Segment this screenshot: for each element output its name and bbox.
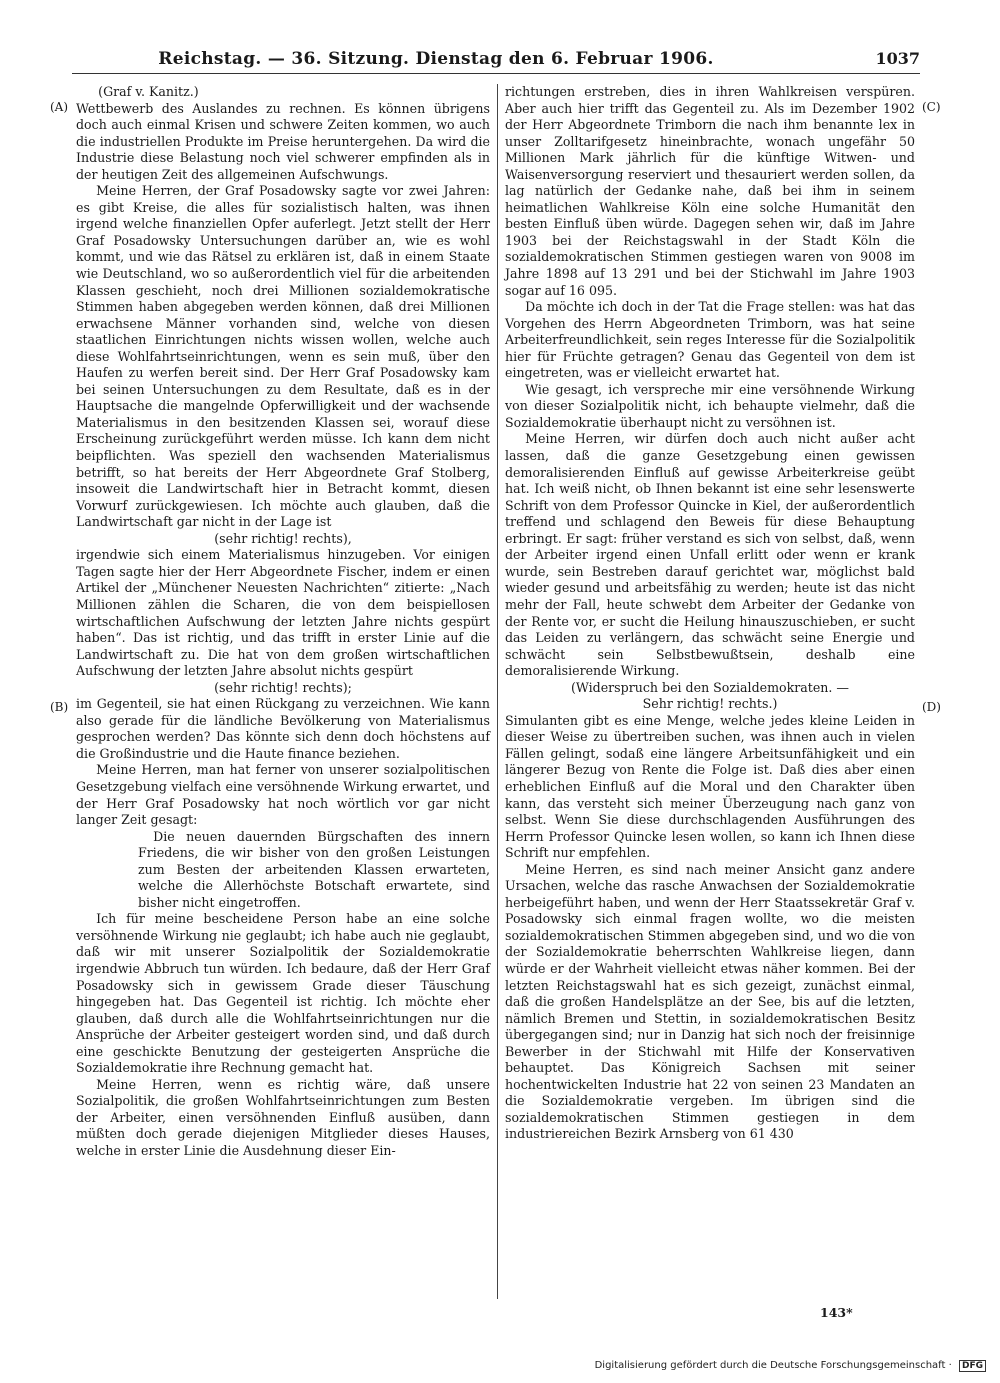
- footer-credit: [595, 1360, 986, 1372]
- signature-mark: 143*: [820, 1305, 853, 1320]
- interjection: Sehr richtig! rechts.): [642, 696, 778, 712]
- margin-marker-c: (C): [922, 100, 941, 114]
- header-rule: [72, 73, 920, 74]
- paragraph: Meine Herren, der Graf Posadowsky sagte vor zwei Jahren: es gibt Kreise, die alles für sozialistisch halten, was ihnen irgend welche finanziellen Opfer auferlegt. Jetzt stellt der Herr Graf Posadowsky Untersuchungen darüber an, wie es wohl kommt, und wie das Rätsel zu erklären ist, daß in einem Staate wie Deutschland, wo so außerordentlich viel für die arbeitenden Klassen geschieht, noch drei Millionen sozialdemokratische Stimmen haben abgegeben werden können, daß drei Millionen erwachsene Männer vorhanden sind, welche von diesen staatlichen Einrichtungen nichts wissen wollen, welche auch diese Wohlfahrtseinrichtungen, wenn es sein muß, über den Haufen zu werfen bereit sind. Der Herr Graf Posadowsky kam bei seinen Untersuchungen zu dem Resultate, daß es in der Hauptsache die mangelnde Opferwilligkeit und der wachsende Materialismus in den besitzenden Klassen sei, worauf diese Erscheinung zurückgeführt werden müsse. Ich kann dem nicht beipflichten. Was speziell den wachsenden Materialismus betrifft, so hat bereits der Herr Abgeordnete Graf Stolberg, insoweit die Landwirtschaft hier in Betracht kommt, diesen Vorwurf zurückgewiesen. Ich möchte auch glauben, daß die Landwirtschaft gar nicht in der Lage ist: [76, 183, 490, 530]
- margin-marker-d: (D): [922, 700, 941, 714]
- interjection: (sehr richtig! rechts);: [214, 679, 352, 695]
- paragraph: irgendwie sich einem Materialismus hinzugeben. Vor einigen Tagen sagte hier der Herr Abgeordnete Fischer, indem er einen Artikel der „Münchener Neuesten Nachrichten“ zitierte: „Nach Millionen zählen die Scharen, die von dem beispiellosen wirtschaftlichen Aufschwung der letzten Jahre nichts gespürt haben“. Das ist richtig, und das trifft in erster Linie auf die Landwirtschaft zu. Die hat von dem großen wirtschaftlichen Aufschwung der letzten Jahre absolut nichts gespürt: [76, 547, 490, 679]
- dfg-logo: DFG: [959, 1360, 986, 1372]
- paragraph: Wettbewerb des Auslandes zu rechnen. Es können übrigens doch auch einmal Krisen und schwere Zeiten kommen, wo auch die industriellen Produkte im Preise heruntergehen. Da wird die Industrie diese Belastung noch viel schwerer empfinden als in der heutigen Zeit des allgemeinen Aufschwungs.: [76, 100, 490, 182]
- paragraph: Meine Herren, wir dürfen doch auch nicht außer acht lassen, daß die ganze Gesetzgebung einen gewissen demoralisierenden Einfluß auf gewisse Arbeiterkreise geübt hat. Ich weiß nicht, ob Ihnen bekannt ist eine sehr lesenswerte Schrift von dem Professor Quincke in Kiel, der außerordentlich treffend und schlagend den Beweis für diese Behauptung erbringt. Er sagt: früher verstand es sich von selbst, daß, wenn der Arbeiter irgend einen Unfall erlitt oder wenn er krank wurde, sein Bestreben darauf gerichtet war, möglichst bald wieder gesund und arbeitsfähig zu werden; heute ist das nicht mehr der Fall, heute schwebt dem Arbeiter der Gedanke von der Rente vor, er sucht die Heilung hinauszuschieben, er sucht das Leiden zu verlängern, das schwächt seine Energie und schwächt sein Selbstbewußtsein, deshalb eine demoralisierende Wirkung.: [505, 431, 915, 679]
- paragraph: Meine Herren, es sind nach meiner Ansicht ganz andere Ursachen, welche das rasche Anwachsen der Sozialdemokratie herbeigeführt haben, und wenn der Herr Staatssekretär Graf v. Posadowsky sich einmal fragen wollte, wo die meisten sozialdemokratischen Stimmen abgegeben sind, und wo die von der Sozialdemokratie beherrschten Wahlkreise liegen, dann würde er der Wahrheit vielleicht etwas näher kommen. Bei der letzten Reichstagswahl hat es sich gezeigt, zunächst einmal, daß die großen Handelsplätze an der See, bis auf die letzten, nämlich Bremen und Stettin, in sozialdemokratischen Besitz übergegangen sind; nur in Danzig hat sich noch der freisinnige Bewerber in der Stichwahl mit Hilfe der Konservativen behauptet. Das Königreich Sachsen mit seiner hochentwickelten Industrie hat 22 von seinen 23 Mandaten an die Sozialdemokratie vergeben. Im übrigen sind die sozialdemokratischen Stimmen gestiegen in dem industriereichen Bezirk Arnsberg von 61 430: [505, 861, 915, 1142]
- paragraph: Simulanten gibt es eine Menge, welche jedes kleine Leiden in dieser Weise zu übertreiben suchen, was ihnen auch in vielen Fällen gelingt, sodaß eine längere Arbeitsunfähigkeit und ein längerer Bezug von Rente die Folge ist. Daß dies aber einen erheblichen Einfluß auf die Moral und den Charakter üben kann, das versteht sich meiner Überzeugung nach ganz von selbst. Wenn Sie diese durchschlagenden Ausführungen des Herrn Professor Quincke lesen wollen, so kann ich Ihnen diese Schrift nur empfehlen.: [505, 712, 915, 861]
- left-column: [76, 84, 490, 1160]
- right-column: [505, 84, 915, 1143]
- paragraph: Meine Herren, man hat ferner von unserer sozialpolitischen Gesetzgebung vielfach eine versöhnende Wirkung erwartet, und der Herr Graf Posadowsky hat noch wörtlich vor gar nicht langer Zeit gesagt:: [76, 762, 490, 828]
- paragraph: Ich für meine bescheidene Person habe an eine solche versöhnende Wirkung nie geglaubt; ich habe auch nie geglaubt, daß wir mit unserer Sozialpolitik der Sozialdemokratie irgendwie Abbruch tun würden. Ich bedaure, daß der Herr Graf Posadowsky sich in gewissem Grade dieser Täuschung hingegeben hat. Das Gegenteil ist richtig. Ich möchte eher glauben, daß durch alle die Wohlfahrtseinrichtungen nur die Ansprüche der Arbeiter gesteigert worden sind, und daß durch eine geschickte Benutzung der gesteigerten Ansprüche die Sozialdemokratie ihre Rechnung gemacht hat.: [76, 911, 490, 1076]
- margin-marker-b: (B): [50, 700, 69, 714]
- footer-text: Digitalisierung gefördert durch die Deutsche Forschungsgemeinschaft ·: [594, 1360, 952, 1371]
- paragraph: im Gegenteil, sie hat einen Rückgang zu verzeichnen. Wie kann also gerade für die ländliche Bevölkerung von Materialismus gesprochen werden? Das könnte sich denn doch höchstens auf die Großindustrie und die Haute finance beziehen.: [76, 696, 490, 761]
- paragraph: richtungen erstreben, dies in ihren Wahlkreisen verspüren. Aber auch hier trifft das Gegenteil zu. Als im Dezember 1902 der Herr Abgeordnete Trimborn die nach ihm benannte lex in unser Zolltarifgesetz hineinbrachte, wonach ungefähr 50 Millionen Mark jährlich für die künftige Witwen- und Waisenversorgung reserviert und thesauriert werden sollen, da lag natürlich der Gedanke nahe, daß bei ihm in seinem heimatlichen Wahlkreise Köln eine solche Humanität den besten Einfluß üben würde. Dagegen sehen wir, daß im Jahre 1903 bei der Reichstagswahl in der Stadt Köln die sozialdemokratischen Stimmen gestiegen waren von 9008 im Jahre 1898 auf 13 291 und bei der Stichwahl im Jahre 1903 sogar auf 16 095.: [505, 84, 915, 298]
- paragraph: Da möchte ich doch in der Tat die Frage stellen: was hat das Vorgehen des Herrn Abgeordneten Trimborn, was hat seine Arbeiterfreundlichkeit, sein reges Interesse für die Sozialpolitik hier für Früchte getragen? Genau das Gegenteil von dem ist eingetreten, was er vielleicht erwartet hat.: [505, 299, 915, 381]
- page-header: [72, 49, 920, 71]
- column-divider: [497, 84, 498, 1299]
- header-title: Reichstag. — 36. Sitzung. Dienstag den 6. Februar 1906.: [158, 49, 714, 69]
- interjection: (sehr richtig! rechts),: [214, 530, 352, 546]
- margin-marker-a: (A): [50, 100, 69, 114]
- paragraph: Meine Herren, wenn es richtig wäre, daß unsere Sozialpolitik, die großen Wohlfahrtseinrichtungen zum Besten der Arbeiter, einen versöhnenden Einfluß ausüben, dann müßten doch gerade diejenigen Mitglieder dieses Hauses, welche in erster Linie die Ausdehnung dieser Ein-: [76, 1076, 490, 1158]
- interjection: (Widerspruch bei den Sozialdemokraten. —: [570, 679, 850, 695]
- block-quote: Die neuen dauernden Bürgschaften des innern Friedens, die wir bisher von den großen Leistungen zum Besten der arbeitenden Klassen erwarteten, welche die Allerhöchste Botschaft erwartete, sind bisher nicht eingetroffen.: [138, 828, 490, 910]
- page-number: 1037: [875, 49, 920, 68]
- speaker-label: (Graf v. Kanitz.): [98, 84, 199, 99]
- paragraph: Wie gesagt, ich verspreche mir eine versöhnende Wirkung von dieser Sozialpolitik nicht, ich behaupte vielmehr, daß die Sozialdemokratie überhaupt nicht zu versöhnen ist.: [505, 381, 915, 430]
